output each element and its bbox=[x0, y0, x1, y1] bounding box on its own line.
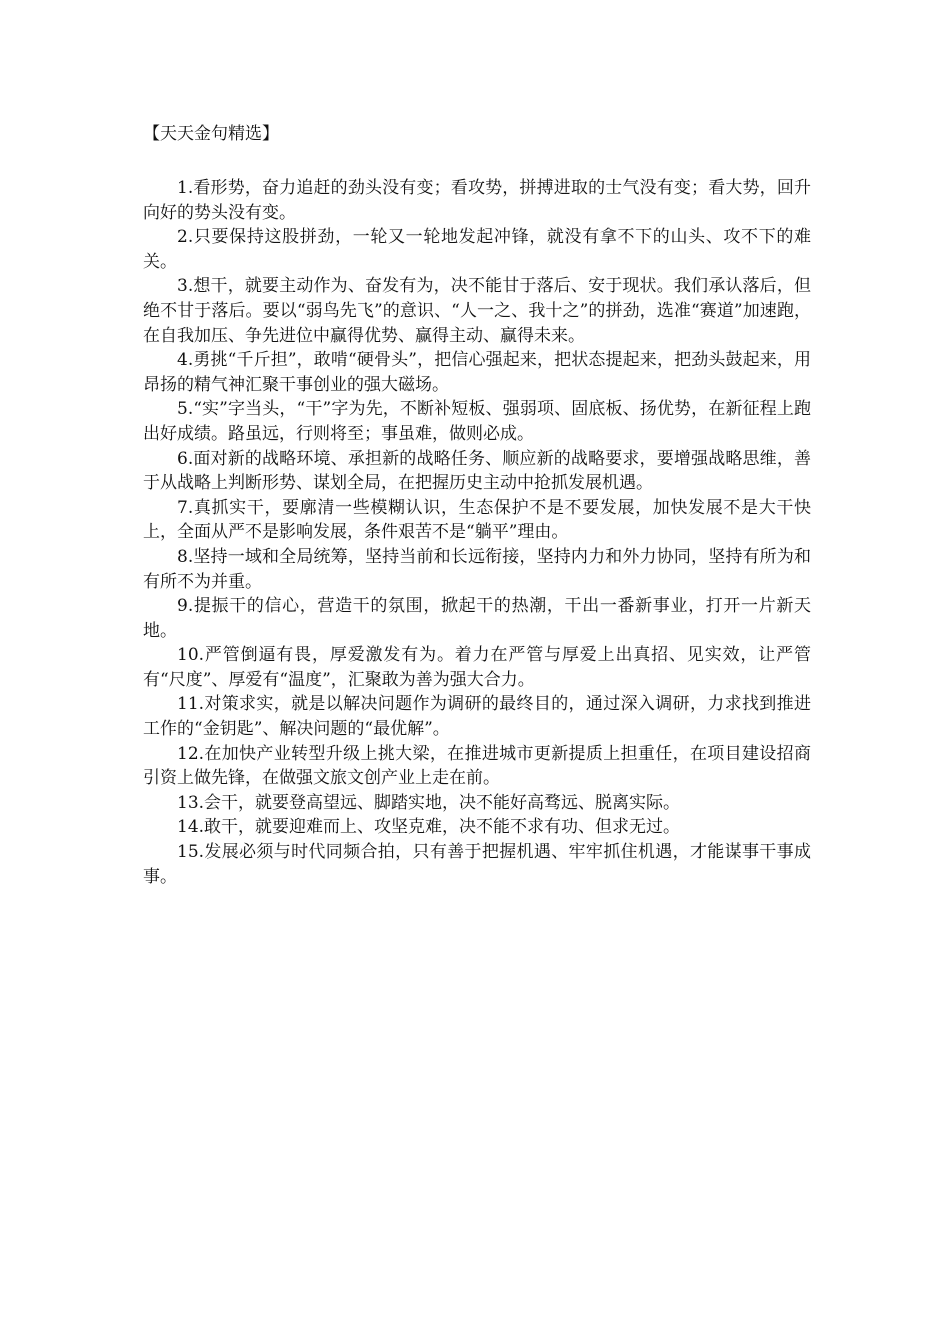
quote-item-14: 14.敢干，就要迎难而上、攻坚克难，决不能不求有功、但求无过。 bbox=[177, 817, 681, 838]
quote-item-5: 5.“实”字当头，“干”字为先，不断补短板、强弱项、固底板、扬优势，在新征程上跑出好成绩。路虽远，行则将至；事虽难，做则必成。 bbox=[143, 399, 811, 444]
quote-item-13: 13.会干，就要登高望远、脚踏实地，决不能好高骛远、脱离实际。 bbox=[177, 792, 681, 813]
quote-item-3: 3.想干，就要主动作为、奋发有为，决不能甘于落后、安于现状。我们承认落后，但绝不甘于落后。要以“弱鸟先飞”的意识、“人一之、我十之”的拼劲，选准“赛道”加速跑，在自我加压、争先进位中赢得优势、赢得主动、赢得未来。 bbox=[143, 276, 811, 346]
document-title: 【天天金句精选】 bbox=[143, 124, 279, 144]
title-spacer bbox=[143, 150, 811, 176]
quote-item-8: 8.坚持一域和全局统筹，坚持当前和长远衔接，坚持内力和外力协同，坚持有所为和有所不为并重。 bbox=[143, 546, 811, 592]
document-body bbox=[143, 118, 811, 889]
quote-item-6: 6.面对新的战略环境、承担新的战略任务、顺应新的战略要求，要增强战略思维，善于从战略上判断形势、谋划全局，在把握历史主动中抢抓发展机遇。 bbox=[143, 448, 811, 494]
quote-list bbox=[143, 176, 811, 889]
quote-item-2: 2.只要保持这股拼劲，一轮又一轮地发起冲锋，就没有拿不下的山头、攻不下的难关。 bbox=[143, 227, 811, 272]
quote-item-1: 1.看形势，奋力追赶的劲头没有变；看攻势，拼搏进取的士气没有变；看大势，回升向好的势头没有变。 bbox=[143, 178, 811, 223]
quote-item-9: 9.提振干的信心，营造干的氛围，掀起干的热潮，干出一番新事业，打开一片新天地。 bbox=[143, 596, 811, 641]
quote-item-12: 12.在加快产业转型升级上挑大梁，在推进城市更新提质上担重任，在项目建设招商引资上做先锋，在做强文旅文创产业上走在前。 bbox=[143, 743, 811, 789]
quote-item-10: 10.严管倒逼有畏，厚爱激发有为。着力在严管与厚爱上出真招、见实效，让严管有“尺度”、厚爱有“温度”，汇聚敢为善为强大合力。 bbox=[143, 645, 811, 690]
quote-item-11: 11.对策求实，就是以解决问题作为调研的最终目的，通过深入调研，力求找到推进工作的“金钥匙”、解决问题的“最优解”。 bbox=[143, 694, 811, 740]
quote-item-15: 15.发展必须与时代同频合拍，只有善于把握机遇、牢牢抓住机遇，才能谋事干事成事。 bbox=[143, 842, 811, 887]
quote-item-7: 7.真抓实干，要廓清一些模糊认识，生态保护不是不要发展，加快发展不是大干快上，全面从严不是影响发展，条件艰苦不是“躺平”理由。 bbox=[143, 497, 811, 543]
quote-item-4: 4.勇挑“千斤担”，敢啃“硬骨头”，把信心强起来，把状态提起来，把劲头鼓起来，用昂扬的精气神汇聚干事创业的强大磁场。 bbox=[143, 350, 811, 395]
